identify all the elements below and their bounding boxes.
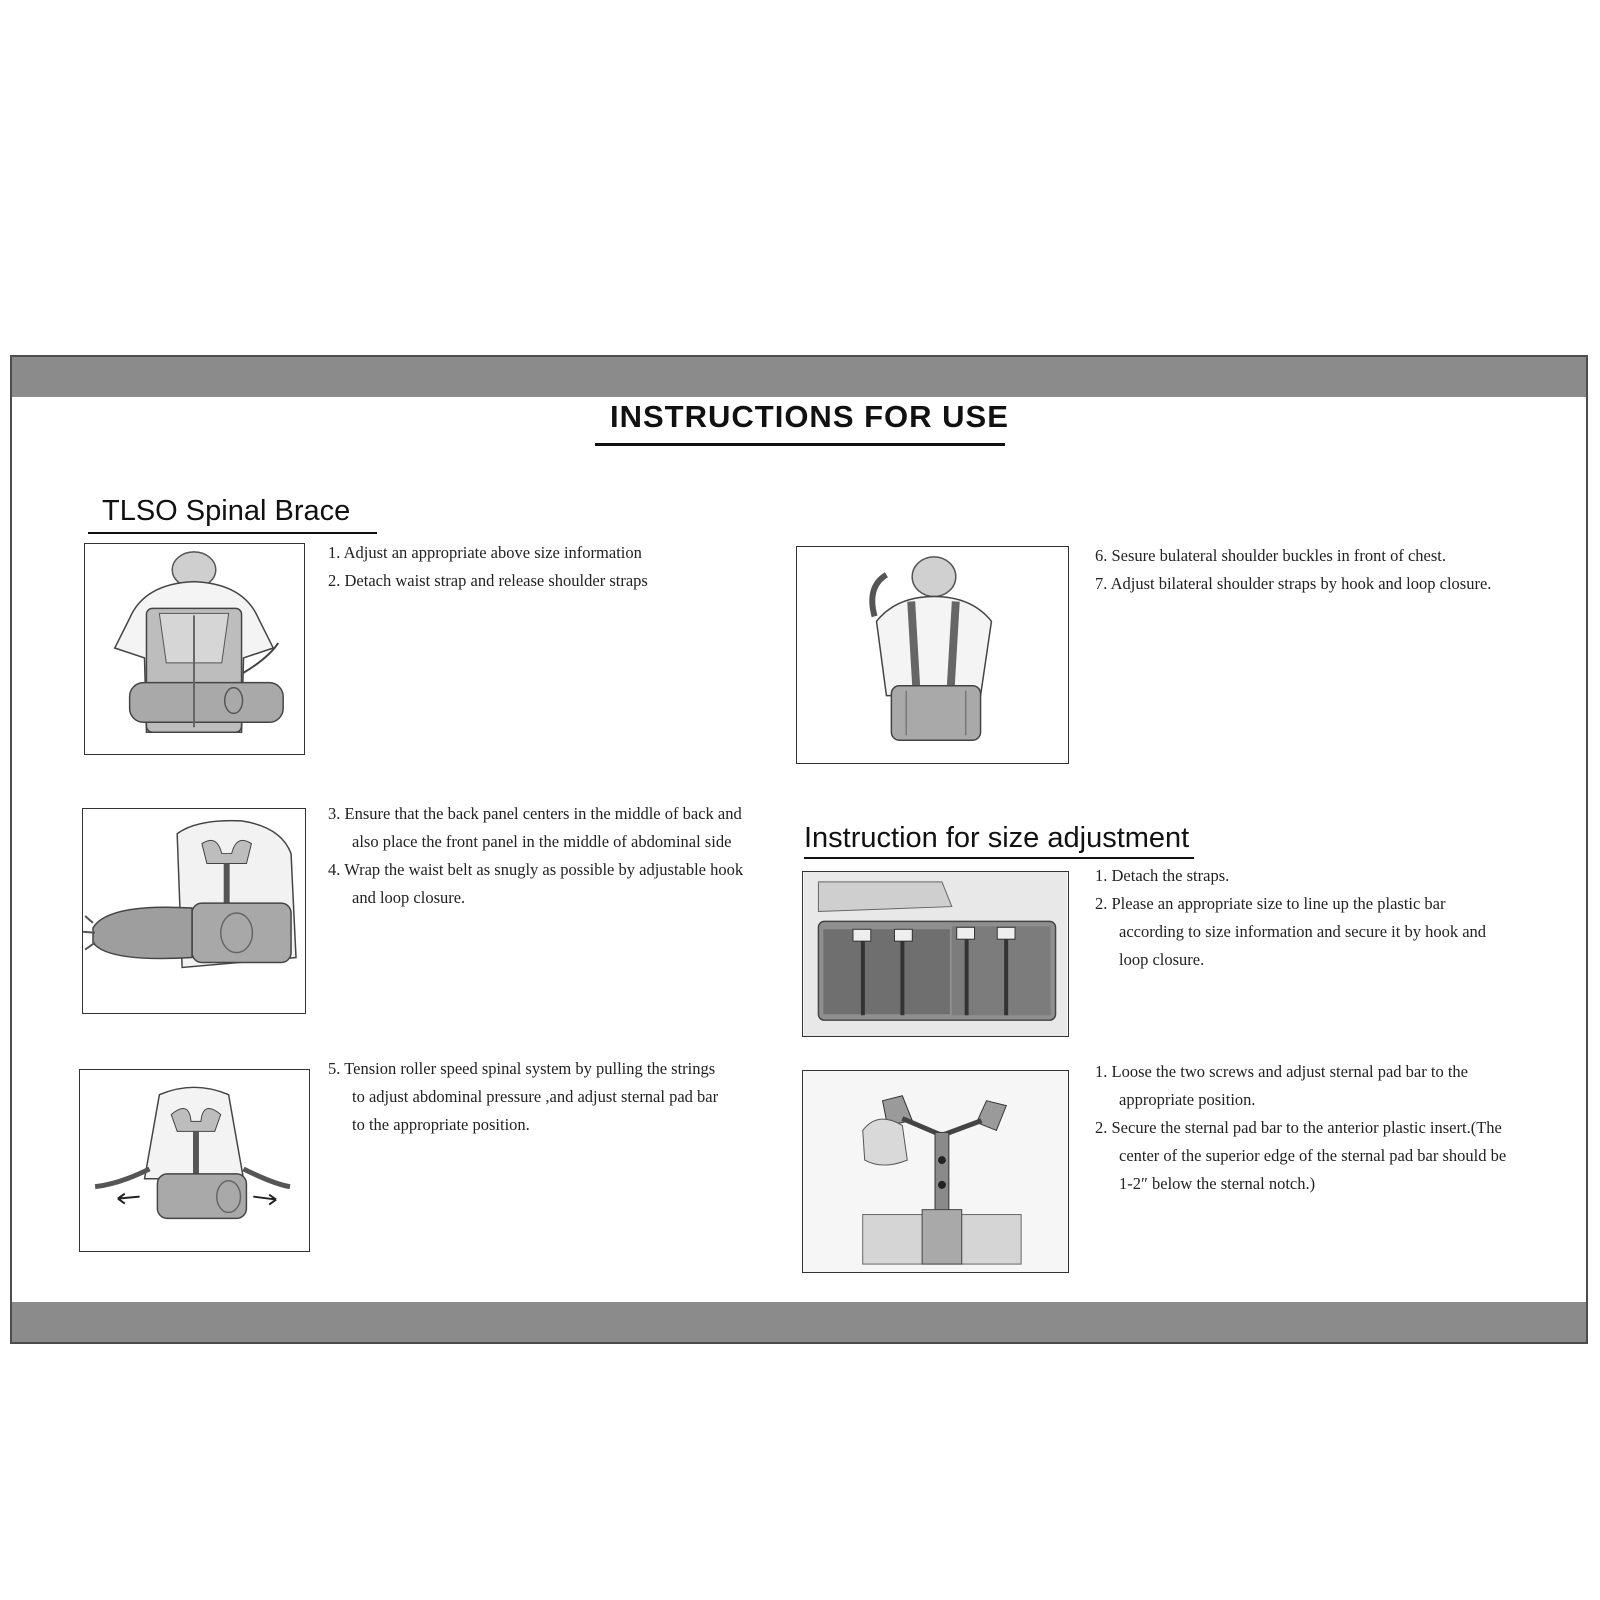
section-underline-size <box>804 857 1194 859</box>
page-title: INSTRUCTIONS FOR USE <box>610 399 1009 434</box>
pad-step-1: 1. Loose the two screws and adjust sternal pad bar to the appropriate position. <box>1095 1062 1468 1109</box>
steps-block-4 <box>1095 542 1495 598</box>
step-4: 4. Wrap the waist belt as snugly as possible by adjustable hook and loop closure. <box>328 860 744 907</box>
steps-block-3 <box>328 1055 728 1139</box>
section-title-size: Instruction for size adjustment <box>804 822 1190 854</box>
steps-block-1 <box>328 539 708 595</box>
bottom-band <box>12 1302 1586 1342</box>
step-2: 2. Detach waist strap and release shoulder straps <box>328 571 648 590</box>
figure-wrap-belt-illustration <box>82 808 306 1014</box>
step-3: 3. Ensure that the back panel centers in the middle of back and also place the front panel in the middle of abdominal side <box>328 804 742 851</box>
top-band <box>12 357 1586 397</box>
title-underline <box>595 443 1005 446</box>
figure-sternal-pad-photo <box>802 1070 1069 1273</box>
tension-roller-drawing <box>80 1070 309 1251</box>
size-step-1: 1. Detach the straps. <box>1095 866 1230 885</box>
size-step-2: 2. Please an appropriate size to line up the plastic bar according to size information and secure it by hook and loop closure. <box>1095 894 1487 969</box>
step-1: 1. Adjust an appropriate above size information <box>328 543 642 562</box>
steps-block-6 <box>1095 1058 1515 1198</box>
wrap-belt-drawing <box>83 809 305 1013</box>
sternal-pad-drawing <box>803 1071 1068 1272</box>
section-title-brace: TLSO Spinal Brace <box>102 495 351 527</box>
steps-block-5 <box>1095 862 1505 974</box>
figure-shoulder-straps-illustration <box>796 546 1069 764</box>
pad-step-2: 2. Secure the sternal pad bar to the anterior plastic insert.(The center of the superior edge of the sternal pad bar should be 1-2″ below the sternal notch.) <box>1095 1118 1507 1193</box>
size-adjust-drawing <box>803 872 1068 1036</box>
back-view-drawing <box>85 544 304 754</box>
instruction-sheet <box>10 355 1588 1344</box>
steps-block-2 <box>328 800 748 912</box>
step-6: 6. Sesure bulateral shoulder buckles in front of chest. <box>1095 546 1446 565</box>
section-underline-brace <box>88 532 377 534</box>
figure-size-adjust-photo <box>802 871 1069 1037</box>
step-7: 7. Adjust bilateral shoulder straps by hook and loop closure. <box>1095 574 1492 593</box>
step-5: 5. Tension roller speed spinal system by pulling the strings to adjust abdominal pressure ,and adjust sternal pad bar to the appropriate position. <box>328 1059 719 1134</box>
shoulder-straps-drawing <box>797 547 1068 763</box>
figure-tension-roller-illustration <box>79 1069 310 1252</box>
figure-back-view-illustration <box>84 543 305 755</box>
